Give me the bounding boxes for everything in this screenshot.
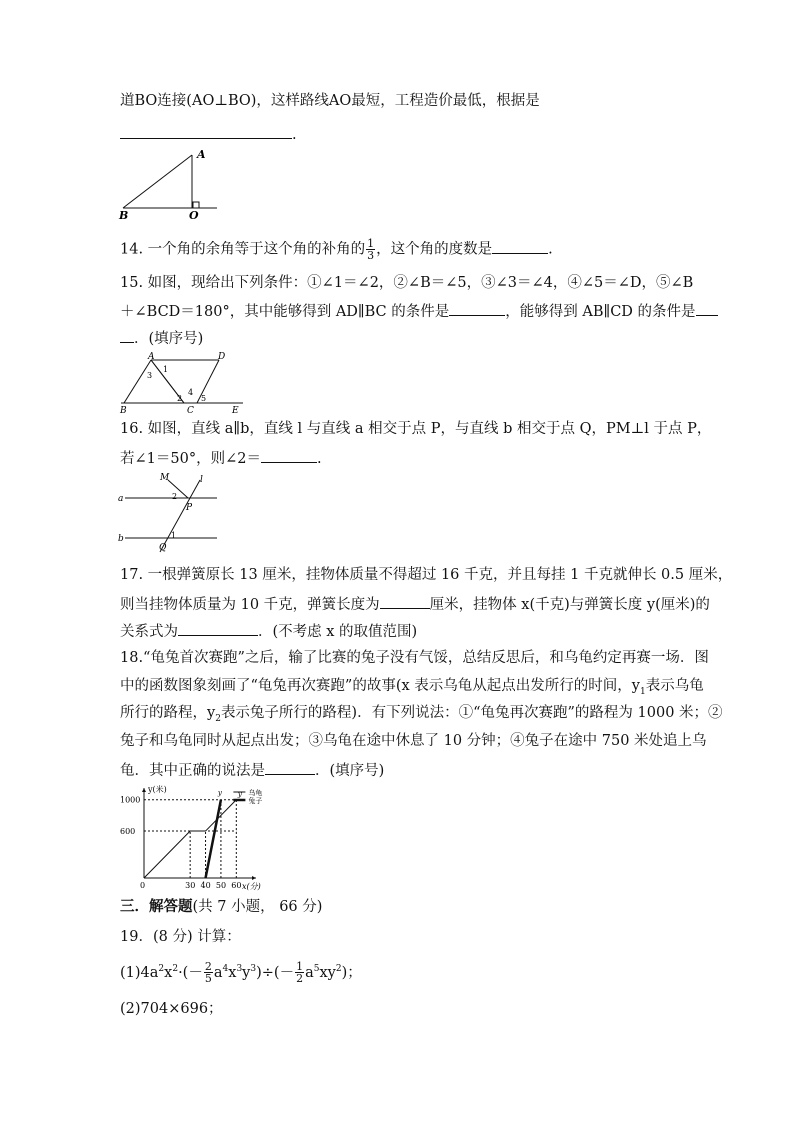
angle-1: 1 — [171, 531, 177, 540]
label-B: B — [120, 406, 127, 416]
answer-blank[interactable] — [120, 328, 134, 343]
q18-chart — [118, 782, 278, 892]
label-O: O — [189, 209, 199, 222]
q18-line1: 18.“龟兔首次赛跑”之后，输了比赛的兔子没有气馁，总结反思后，和乌龟约定再赛一场．图 — [120, 650, 709, 666]
x-axis-label: x(分) — [242, 882, 261, 891]
series-label-y2: y — [217, 789, 222, 798]
q13-answer-line: . — [120, 124, 297, 144]
q17-line1: 17. 一根弹簧原长 13 厘米，挂物体质量不得超过 16 千克，并且每挂 1 千克就伸长 0.5 厘米， — [120, 567, 733, 583]
answer-blank[interactable] — [492, 239, 548, 254]
label-C: C — [187, 406, 194, 416]
q18-line5: 龟．其中正确的说法是 ．(填序号) — [120, 760, 384, 780]
legend-rabbit: 兔子 — [248, 797, 263, 805]
answer-blank[interactable] — [120, 124, 292, 139]
q19-part2: (2)704×696； — [120, 1001, 223, 1017]
label-A: A — [148, 352, 155, 362]
label-b: b — [118, 534, 124, 544]
series-line-乌龟 — [144, 800, 236, 878]
x-arrow — [252, 876, 256, 880]
label-M: M — [160, 473, 170, 483]
y-axis-label: y(米) — [148, 785, 167, 794]
angle-2: 2 — [172, 492, 178, 501]
fraction: $\frac{1}{3}$ — [367, 237, 375, 262]
series-line-兔子 — [206, 800, 221, 878]
answer-blank[interactable] — [380, 594, 430, 609]
answer-blank[interactable] — [265, 760, 315, 775]
angle-3: 3 — [147, 371, 153, 380]
label-A: A — [197, 148, 206, 161]
q16-figure — [115, 470, 225, 556]
x-tick-label: 60 — [231, 881, 242, 890]
q15-line1: 15. 如图，现给出下列条件：①∠1＝∠2，②∠B＝∠5，③∠3＝∠4，④∠5＝∠D，⑤∠B — [120, 275, 694, 291]
angle-2: 2 — [177, 394, 183, 403]
series-label-y1: y — [237, 790, 242, 799]
x-tick-label: 30 — [185, 881, 196, 890]
label-E: E — [232, 406, 239, 416]
q16-line1: 16. 如图，直线 a∥b，直线 l 与直线 a 相交于点 P，与直线 b 相交于点 Q，PM⊥l 于点 P， — [120, 421, 712, 437]
y-arrow — [142, 788, 146, 792]
q13-figure — [115, 145, 225, 225]
q19-part1: $(1)4a^2x^2\cdot(-$ $\frac{2}{5}$ $a^4x^3y^3)\div(-$ $\frac{1}{2}$ $a^5xy^2$)； — [120, 960, 362, 986]
x-tick-label: 50 — [215, 881, 227, 890]
q19-head: 19．(8 分) 计算： — [120, 929, 241, 945]
section3-heading: 三．解答题(共 7 小题， 66 分) — [120, 898, 323, 915]
q18-line4: 兔子和乌龟同时从起点出发；③乌龟在途中休息了 10 分钟；④兔子在途中 750 米处追上乌 — [120, 733, 707, 749]
q18-line2: 中的函数图象刻画了“龟兔再次赛跑”的故事(x 表示乌龟从起点出发所行的时间，$y_1$表示乌龟 — [120, 678, 704, 697]
q17-line3: 关系式为 ．(不考虑 x 的取值范围) — [120, 621, 417, 641]
q13-line1: 道BO连接(AO⊥BO)，这样路线AO最短，工程造价最低，根据是 — [120, 93, 540, 109]
angle-1: 1 — [163, 365, 169, 374]
angle-4: 4 — [188, 388, 194, 397]
legend-tortoise: 乌龟 — [248, 789, 263, 797]
label-D: D — [218, 352, 226, 362]
y-tick-label: 1000 — [120, 795, 141, 805]
label-P: P — [186, 503, 193, 513]
q15-line2: ＋∠BCD＝180°，其中能够得到 AD∥BC 的条件是 ，能够得到 AB∥CD 的条件是 — [120, 301, 718, 321]
y-tick-label: 600 — [120, 827, 136, 837]
label-l: l — [200, 475, 203, 485]
x-tick-label: 40 — [200, 881, 211, 890]
fraction: $\frac{1}{2}$ — [296, 960, 304, 986]
answer-blank[interactable] — [178, 621, 258, 636]
q17-line2: 则当挂物体质量为 10 千克，弹簧长度为 厘米，挂物体 x(千克)与弹簧长度 y(厘米)的 — [120, 594, 710, 614]
x-tick-label: 0 — [140, 881, 146, 890]
label-Q: Q — [159, 543, 167, 553]
q18-line3: 所行的路程，$y_2$表示兔子所行的路程)．有下列说法：①“龟兔再次赛跑”的路程为 1000 米；② — [120, 705, 723, 724]
label-B: B — [119, 209, 129, 222]
label-a: a — [118, 494, 124, 504]
q16-line2: 若∠1＝50°，则∠2＝ . — [120, 448, 322, 468]
answer-blank[interactable] — [696, 301, 718, 316]
q15-line3: ．(填序号) — [120, 328, 203, 348]
angle-5: 5 — [201, 394, 207, 403]
answer-blank[interactable] — [449, 301, 505, 316]
q14: 14. 一个角的余角等于这个角的补角的 $\frac{1}{3}$ ，这个角的度数是 . — [120, 237, 553, 262]
fraction: $\frac{2}{5}$ — [204, 960, 212, 986]
q15-figure — [115, 350, 255, 416]
answer-blank[interactable] — [261, 448, 317, 463]
